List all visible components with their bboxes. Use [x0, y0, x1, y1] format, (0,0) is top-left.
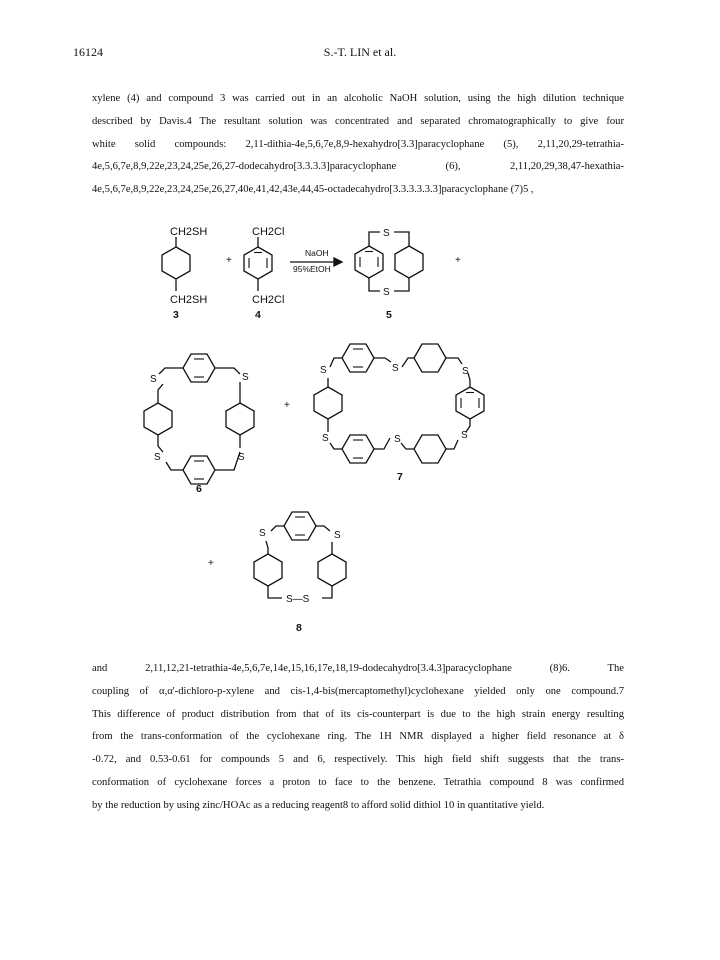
- text-line: by the reduction by using zinc/HOAc as a reducing reagent8 to afford solid dithiol 10 in quantitative yield.: [92, 799, 545, 811]
- benzene-ring: [183, 456, 215, 484]
- compound-4-bottom-group: CH2Cl: [252, 294, 285, 306]
- compound-4-top-group: CH2Cl: [252, 226, 285, 238]
- sulfur-atom: S: [383, 287, 390, 298]
- plus-sign: +: [284, 400, 290, 411]
- paragraph-2: [92, 658, 624, 818]
- sulfur-atom: S: [259, 528, 266, 539]
- compound-label: 7: [397, 471, 403, 483]
- compound-label: 8: [296, 622, 302, 634]
- text-line: 4e,5,6,7e,8,9,22e,23,24,25e,26,27-dodecahydro[3.3.3.3]paracyclophane (6), 2,11,20,29,38,47-hexathia-: [92, 161, 624, 173]
- cyclohexane-ring: [144, 403, 172, 435]
- cyclohexane-ring: [414, 344, 446, 372]
- reagent-naoh: NaOH: [305, 248, 329, 258]
- sulfur-atom: S: [462, 366, 469, 377]
- sulfur-atom: S: [320, 365, 327, 376]
- plus-sign: +: [455, 255, 461, 266]
- cyclohexane-ring: [162, 247, 190, 279]
- text-line: and 2,11,12,21-tetrathia-4e,5,6,7e,14e,15,16,17e,18,19-dodecahydro[3.4.3]paracyclophane (8)6. The: [92, 663, 624, 674]
- text-line: xylene (4) and compound 3 was carried out in an alcoholic NaOH solution, using the high dilution technique: [92, 93, 624, 104]
- compound-label: 4: [255, 309, 261, 321]
- text-line: -0.72, and 0.53-0.61 for compounds 5 and 6, respectively. This high field shift suggests that the trans-: [92, 754, 624, 766]
- compound-3-bottom-group: CH2SH: [170, 294, 208, 306]
- compound-3-top-group: CH2SH: [170, 226, 208, 238]
- text-line: from the trans-conformation of the cyclohexane ring. The 1H NMR displayed a higher field resonance at δ: [92, 731, 624, 743]
- cyclohexane-ring: [254, 554, 282, 586]
- sulfur-atom: S: [242, 372, 249, 383]
- benzene-ring: [183, 354, 215, 382]
- cyclohexane-ring: [318, 554, 346, 586]
- benzene-ring: [355, 246, 383, 278]
- text-line: This difference of product distribution from that of its cis-counterpart is due to the high strain energy resulting: [92, 708, 624, 720]
- benzene-ring: [284, 512, 316, 540]
- sulfur-atom: S: [461, 430, 468, 441]
- sulfur-atom: S: [322, 433, 329, 444]
- sulfur-atom: S: [334, 530, 341, 541]
- compound-label: 6: [196, 483, 202, 495]
- page-number: 16124: [73, 45, 103, 59]
- cyclohexane-ring: [414, 435, 446, 463]
- benzene-ring: [342, 344, 374, 372]
- text-line: 4e,5,6,7e,8,9,22e,23,24,25e,26,27,40e,41,42,43e,44,45-octadecahydro[3.3.3.3.3.3]paracyclophane (7)5 ,: [92, 184, 534, 196]
- benzene-ring: [342, 435, 374, 463]
- compound-label: 5: [386, 309, 392, 321]
- sulfur-atom: S: [383, 228, 390, 239]
- compound-label: 3: [173, 309, 179, 321]
- text-line: conformation of cyclohexane forces a proton to face to the benzene. Tetrathia compound 8 was confirmed: [92, 776, 624, 788]
- benzene-ring: [244, 247, 272, 279]
- cyclohexane-ring: [226, 403, 254, 435]
- benzene-ring: [456, 387, 484, 419]
- sulfur-atom: S: [150, 374, 157, 385]
- text-line: coupling of α,α'-dichloro-p-xylene and cis-1,4-bis(mercaptomethyl)cyclohexane yielded only one compound.7: [92, 685, 624, 697]
- disulfide-bridge: S—S: [286, 594, 310, 605]
- sulfur-atom: S: [392, 363, 399, 374]
- sulfur-atom: S: [394, 434, 401, 445]
- sulfur-atom: S: [154, 452, 161, 463]
- text-line: described by Davis.4 The resultant solution was concentrated and separated chromatographically to give four: [92, 115, 624, 127]
- plus-sign: +: [208, 558, 214, 569]
- reagent-solvent: 95%EtOH: [293, 264, 331, 274]
- text-line: white solid compounds: 2,11-dithia-4e,5,6,7e,8,9-hexahydro[3.3]paracyclophane (5), 2,11,20,29-tetrathia-: [92, 138, 624, 150]
- running-head: S.-T. LIN et al.: [323, 45, 397, 59]
- sulfur-atom: S: [238, 452, 245, 463]
- cyclohexane-ring: [395, 246, 423, 278]
- cyclohexane-ring: [314, 387, 342, 419]
- plus-sign: +: [226, 255, 232, 266]
